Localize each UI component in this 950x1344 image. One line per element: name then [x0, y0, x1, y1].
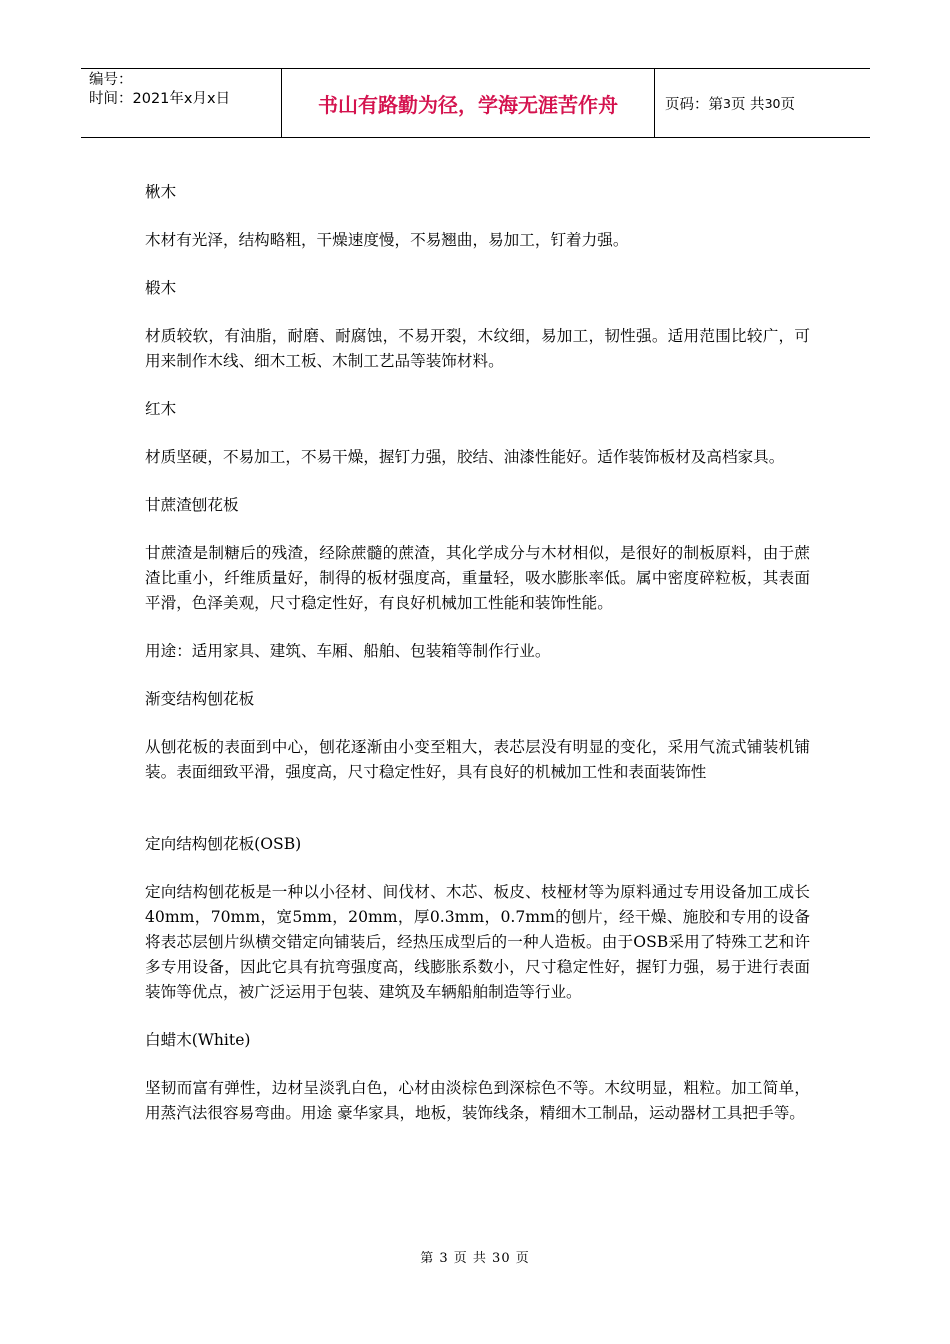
heading-white-ash: 白蜡木(White)	[145, 1031, 251, 1049]
page-suffix: 页	[780, 96, 795, 113]
heading-graded-board: 渐变结构刨花板	[145, 690, 255, 708]
paragraph-qiu-wood: 木材有光泽，结构略粗，干燥速度慢，不易翘曲，易加工，钉着力强。	[145, 231, 629, 249]
header-page-info	[655, 69, 870, 137]
paragraph-bagasse-board: 甘蔗渣是制糖后的残渣，经除蔗髓的蔗渣，其化学成分与木材相似，是很好的制板原料，由于蔗渣比重小，纤维质量好，制得的板材强度高，重量轻，吸水膨胀率低。属中密度碎粒板，其表面平滑，色泽美观，尺寸稳定性好，有良好机械加工性能和装饰性能。	[145, 544, 810, 612]
paragraph-bagasse-usage: 用途：适用家具、建筑、车厢、船舶、包装箱等制作行业。	[145, 642, 551, 660]
page-current: 3	[723, 95, 731, 111]
document-number-label: 编号：	[89, 72, 133, 88]
page-prefix: 页码：第	[665, 96, 723, 113]
paragraph-duan-wood: 材质较软，有油脂，耐磨、耐腐蚀，不易开裂，木纹细，易加工，韧性强。适用范围比较广，可用来制作木线、细木工板、木制工艺品等装饰材料。	[145, 327, 810, 370]
page-footer: 第 3 页 共 30 页	[420, 1251, 530, 1266]
heading-duan-wood: 椴木	[145, 279, 177, 297]
document-body	[145, 180, 810, 1126]
document-time-label: 时间：2021年x月x日	[89, 91, 231, 107]
paragraph-osb: 定向结构刨花板是一种以小径材、间伐材、木芯、板皮、枝桠材等为原料通过专用设备加工成长40mm，70mm，宽5mm，20mm，厚0.3mm，0.7mm的刨片，经干燥、施胶和专用的设备将表芯层刨片纵横交错定向铺装后，经热压成型后的一种人造板。由于OSB采用了特殊工艺和许多专用设备，因此它具有抗弯强度高，线膨胀系数小，尺寸稳定性好，握钉力强，易于进行表面装饰等优点，被广泛运用于包装、建筑及车辆船舶制造等行业。	[145, 883, 810, 1001]
heading-bagasse-board: 甘蔗渣刨花板	[145, 496, 239, 514]
header-meta	[81, 69, 282, 137]
heading-osb: 定向结构刨花板(OSB)	[145, 835, 302, 853]
page-header	[81, 68, 870, 138]
header-motto: 书山有路勤为径，学海无涯苦作舟	[282, 69, 655, 137]
heading-qiu-wood: 楸木	[145, 183, 177, 201]
heading-red-wood: 红木	[145, 400, 177, 418]
page-total: 30	[764, 95, 781, 111]
paragraph-red-wood: 材质坚硬，不易加工，不易干燥，握钉力强，胶结、油漆性能好。适作装饰板材及高档家具。	[145, 448, 785, 466]
paragraph-graded-board: 从刨花板的表面到中心，刨花逐渐由小变至粗大，表芯层没有明显的变化，采用气流式铺装机铺装。表面细致平滑，强度高，尺寸稳定性好，具有良好的机械加工性和表面装饰性	[145, 738, 810, 781]
page-middle: 页 共	[730, 96, 765, 113]
paragraph-white-ash: 坚韧而富有弹性，边材呈淡乳白色，心材由淡棕色到深棕色不等。木纹明显，粗粒。加工简单，用蒸汽法很容易弯曲。用途 豪华家具，地板，装饰线条，精细木工制品，运动器材工具把手等。	[145, 1079, 810, 1122]
